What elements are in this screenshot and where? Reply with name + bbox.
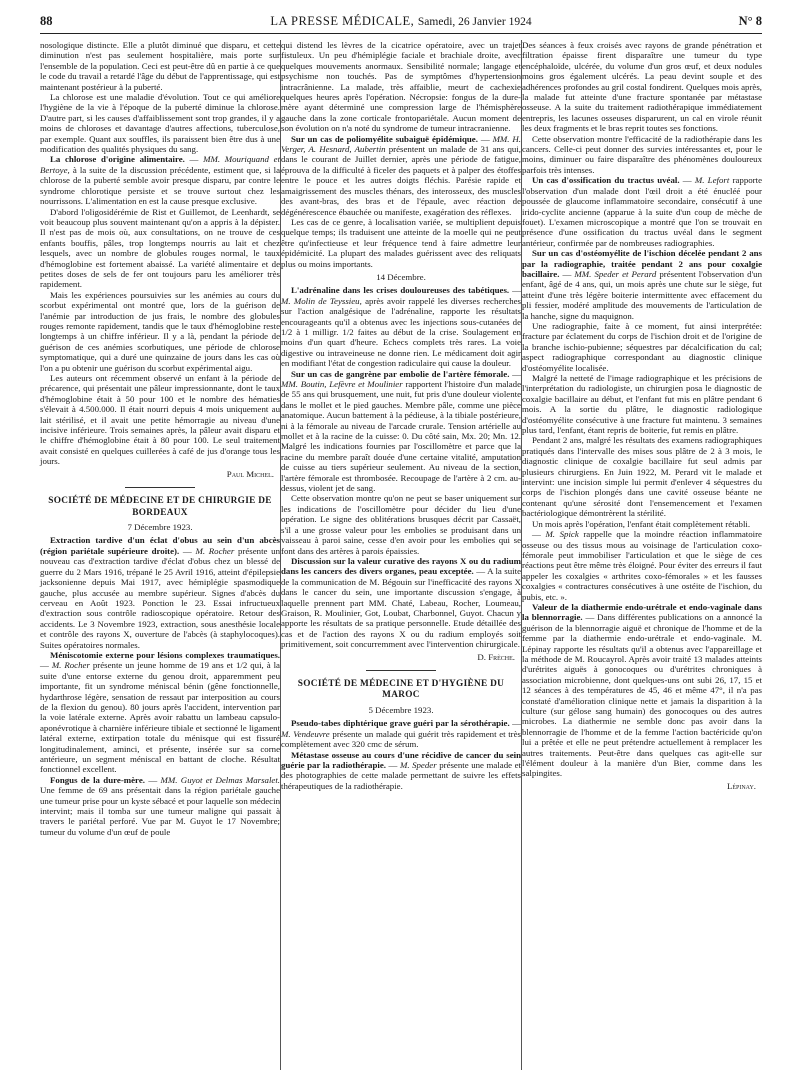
paragraph: Mais les expériences poursuivies sur les anémies au cours du scorbut expérimental ont montré que, lors de la guérison de l'anémie par introduction de jus frais, le nombre des globules rouges remonte rapidement, tandis que le taux d'hémoglobine reste longtemps à un chiffre inférieur. Il y a là, pendant la période de guérison de ces anémies scorbutiques, une période de chlorose symptomatique, qui a duré une quinzaine de jours dans les cas où l'on a pu obtenir une guérison du scorbut expérimental aigu.: [40, 289, 280, 373]
article-body: rapporte l'observation d'un malade dont l'œil droit a été énucléé pour poussée de glaucome inflammatoire secondaire, consécutif à une irido-cyclite ancienne (apparue à la suite d'un coup de mèche de fouet). L'examen microscopique a montré que l'on se trouvait en présence d'une ossification du tractus uvéal dans le segment antérieur, confirmée par de nombreuses radiographies.: [522, 175, 763, 248]
article-title: Pseudo-tabes diphtérique grave guéri par la sérothérapie.: [291, 718, 510, 729]
column-2: [281, 40, 521, 791]
article-authors: M. Rocher: [195, 545, 235, 556]
article-title: Valeur de la diathermie endo-urétrale et endo-vaginale dans la blennorragie.: [522, 601, 762, 623]
paragraph: Extraction tardive d'un éclat d'obus au sein d'un abcès (région pariétale supérieure droite). — M. Rocher présente un nouveau cas d'extraction tardive d'éclat d'obus chez un blessé de guerre du 2 Mars 1916, trépané le 25 Avril 1916, atteint d'épilepsie jacksonienne depuis Mai 1917, avec hémiplégie spasmodique gauche, plus accusée au membre supérieur. Signes d'abcès du cerveau en Août 1923. Ponction le 23. Essai infructueux d'extraction sous contrôle radioscopique opératoire. Retour des accidents. Le 3 Novembre 1923, extraction, sous anesthésie locale et contrôle des rayons X, ouverture de l'abcès (à staphylocoques). Suites opératoires normales.: [40, 535, 281, 650]
paragraph: La chlorose d'origine alimentaire. — MM. Mouriquand et Bertoye, à la suite de la discussion précédente, estiment que, si la chlorose de la puberté semble avoir presque disparu, par contre le syndrome chlorotique persiste et se trouve surtout chez les nourrissons. L'alimentation en est la cause presque exclusive.: [40, 154, 281, 207]
article-title: Sur un cas de gangrène par embolie de l'artère fémorale.: [291, 368, 510, 379]
article-authors: M. Vendeuvre: [281, 728, 330, 739]
paragraph: Un cas d'ossification du tractus uvéal. — M. Lefort rapporte l'observation d'un malade dont l'œil droit a été énucléé pour poussée de glaucome inflammatoire secondaire, consécutif à une irido-cyclite ancienne (apparue à la suite d'un coup de mèche de fouet). L'examen microscopique a montré que l'on se trouvait en présence d'une ossification du tractus uvéal dans le segment antérieur, confirmée par de nombreuses radiographies.: [522, 175, 763, 248]
paragraph: Les auteurs ont récemment observé un enfant à la période de précarence, qui présentait une pâleur impressionnante, dont le taux d'hémoglobine était à 50 pour 100 et le nombre des hématies s'élevait à 4.500.000. Il était nourri depuis 4 mois uniquement au lait stérilisé, et il avait une petite hémorragie au niveau d'une incisive inférieure. Trois semaines après, la pâleur avait disparu et le chiffre d'hémoglobine était à 80 pour 100. Le seul traitement avait consisté en quelques cuillerées à café de jus d'orange tous les jours.: [40, 373, 280, 467]
issue-number: N° 8: [738, 14, 762, 28]
paragraph: Sur un cas de gangrène par embolie de l'artère fémorale. — MM. Boutin, Lefèvre et Moulinier rapportent l'histoire d'un malade de 55 ans qui brusquement, une nuit, fut pris d'une douleur violente dans le mollet et le pied gauches. Membre pâle, comme une pièce anatomique. Aucun battement à la pédieuse, à la tibiale postérieure, ni à la fémorale au niveau de l'arcade crurale. Tension artérielle au mollet et à la racine de la cuisse: 0. Du côté sain, Mx. 20; Mn. 12. Malgré les indications fournies par l'oscillomètre et parce que la racine du membre paraît douée d'une certaine vitalité, amputation de cuisse au tiers supérieur seulement. Au niveau de la section, l'artère fémorale est thrombosée. Recoupage de l'artère à 2 cm. au-dessus, violent jet de sang.: [281, 368, 521, 494]
paragraph: Cette observation montre qu'on ne peut se baser uniquement sur les indications de l'oscillomètre pour décider du lieu d'une opération. Le signe des oblitérations brusques décrit par Cassaët, s'il a une grosse valeur pour les embolies se produisant dans un vaisseau à paroi saine, cesse d'en avoir pour les embolies qui se font dans des artères à parois épaissies.: [281, 493, 521, 556]
paragraph: Malgré la netteté de l'image radiographique et les précisions de l'interprétation du radiologiste, un chirurgien posa le diagnostic de coxalgie bacillaire au début, et l'enfant fut mis en plâtre pendant 6 mois. A la sortie du plâtre, le diagnostic radiologique d'ostéomyélite consécutive à une fracture fut maintenu. 3 semaines plus tard, l'enfant, étant repris de boiterie, fut remis en plâtre.: [522, 373, 762, 436]
paragraph: Pseudo-tabes diphtérique grave guéri par la sérothérapie. — M. Vendeuvre présente un malade qui guérit très rapidement et très complètement avec 320 cmc de sérum.: [281, 718, 521, 750]
article-title: Fongus de la dure-mère.: [50, 774, 145, 785]
section-heading: SOCIÉTÉ DE MÉDECINE ET DE CHIRURGIE DE BORDEAUX: [48, 496, 272, 518]
article-title: La chlorose d'origine alimentaire.: [50, 154, 185, 165]
article-title: Discussion sur la valeur curative des rayons X ou du radium dans les cancers des divers organes, peau exceptée.: [281, 555, 521, 577]
paragraph: — M. Spick rappelle que la moindre réaction inflammatoire osseuse ou des tissus mous au voisinage de l'articulation coxo-fémorale peut immobiliser l'articulation et que le siège de ces réactions peut être même très éloigné. Pour éviter des erreurs il faut appeler les coxalgies « arthrites coxo-fémorales » et les fausses coxalgies « contractures consécutives à une ostéite de l'ischion, du pubis, etc. ».: [522, 529, 762, 602]
article-title: Extraction tardive d'un éclat d'obus au sein d'un abcès (région pariétale supérieure droite).: [40, 535, 280, 556]
article-body: présente un jeune homme de 19 ans et 1/2 qui, à la suite d'une entorse externe du genou droit, apparemment peu importante, fit un syndrome méniscal bénin (gêne fonctionnelle, hydarthrose légère, sensation de ressaut par interposition au cours de la flexion du genou). 80 jours après l'accident, intervention par la voie latérale externe. Après avoir rabattu un lambeau capsulo-aponévrotique à charnière inférieure tibiale et sectionné le ligament latéral externe, extirpation totale du ménisque qui est fissuré longitudinalement, aminci, et présente, insérée sur sa corne antérieure, un segment méniscal en battant de cloche. Résultat fonctionnel excellent.: [40, 660, 280, 775]
paragraph: La chlorose est une maladie d'évolution. Tout ce qui améliore l'hygiène de la vie à l'époque de la puberté diminue la chlorose. D'autre part, si les causes d'affaiblissement sont trop grandes, il y a moins de chloroses et davantage d'autres affections, tuberculose, par exemple. Quant aux souffles, ils paraissent bien être dus à une modification des qualités physiques du sang.: [40, 92, 280, 155]
paragraph: Pendant 2 ans, malgré les résultats des examens radiographiques pratiqués dans l'intervalle des mises sous plâtre de 2 à 3 mois, le diagnostic clinique de coxalgie bacillaire fut seul admis par plusieurs chirurgiens. En Juin 1922, M. Perard vit le malade et intervint: une incision simple lui permit d'enlever 4 séquestres du corps de l'ischion plongés dans une cavité osseuse béante ne contenant qu'une sérosité dont l'ensemencement et l'examen bactériologique démontrèrent la stérilité.: [522, 435, 762, 519]
signature: D. Frèche.: [477, 651, 515, 662]
paragraph: qui distend les lèvres de la cicatrice opératoire, avec un trajet fistuleux. Un peu d'hémiplégie faciale et brachiale droite, avec quelques mouvements anormaux. Sensibilité normale; langage et psychisme non touchés. Pas de symptômes d'hypertension intracrânienne. La malade, très affaiblie, meurt de cachexie quelques heures après l'opération. Nécropsie: fongus de la dure-mère ayant déterminé une compression large de l'hémisphère gauche dans la zone corticale frontopariétale. Aucun moment de son évolution on n'a noté du syndrome de tumeur intracranienne.: [281, 40, 521, 134]
paragraph: Métastase osseuse au cours d'une récidive de cancer du sein guérie par la radiothérapie. — M. Speder présente une malade et des photographies de cette malade permettant de suivre les effets thérapeutiques de la radiothérapie.: [281, 749, 521, 791]
paragraph: Méniscotomie externe pour lésions complexes traumatiques. — M. Rocher présente un jeune homme de 19 ans et 1/2 qui, à la suite d'une entorse externe du genou droit, apparemment peu importante, fit un syndrome méniscal bénin (gêne fonctionnelle, hydarthrose légère, sensation de ressaut par interposition au cours de la flexion du genou). 80 jours après l'accident, intervention par la voie latérale externe. Après avoir rabattu un lambeau capsulo-aponévrotique à charnière inférieure tibiale et sectionné le ligament latéral externe, extirpation totale du ménisque qui est fissuré longitudinalement, aminci, et présente, insérée sur sa corne antérieure, un segment méniscal en battant de cloche. Résultat fonctionnel excellent.: [40, 649, 280, 775]
article-authors: MM. H. Verger, A. Hesnard, Aubertin: [281, 133, 521, 155]
article-authors: MM. Guyot et Delmas Marsalet.: [160, 774, 281, 785]
article-title: Un cas d'ossification du tractus uvéal.: [532, 175, 680, 186]
section-separator: [366, 670, 436, 671]
signature: Lépinay.: [726, 780, 756, 791]
paragraph: Les cas de ce genre, à localisation variée, se multiplient depuis quelque temps; ils traduisent une atteinte de la moelle qui ne peut être qu'infectieuse et leur fréquence tend à faire admettre leur épidémicité. La plupart des malades guérissent avec des reliquats plus ou moins importants.: [281, 216, 521, 269]
article-body: présente une malade et des photographies de cette malade permettant de suivre les effets thérapeutiques de la radiothérapie.: [281, 760, 521, 791]
article-authors: M. Lefort: [694, 175, 730, 186]
paragraph: Valeur de la diathermie endo-urétrale et endo-vaginale dans la blennorragie. — Dans différentes publications on a annoncé la guérison de la blennorragie aiguë et chronique de l'homme et de la femme par la diathermie endo-urétrale et endo-vaginale. M. Lépinay rapporte les résultats qu'il a obtenus avec l'appareillage et la méthode de M. Roucayrol. Après avoir traité 13 malades atteints d'urétrites aiguës à gonocoques ou d'urétrites chroniques à association microbienne, dont quelques-uns ont subi 26, 17, 15 et 12 séances à des températures de 45, 46 et même 47°, il n'a pas constaté d'amélioration clinique nette et jamais la disparition à la culture (sur gélose sang humain) des gonocoques ou des autres microbes. La diathermie ne semble donc pas avoir dans la blennorragie de l'homme et de la femme l'action bactéricide qu'on lui a prêtée et elle ne peut prétendre actuellement à remplacer les autres traitements. Peut-être dans quelques cas agit-elle sur l'élément douleur à la manière d'un Bier, comme dans les salpingites.: [522, 601, 763, 779]
page-number: 88: [40, 14, 53, 28]
article-authors: M. Speder: [399, 760, 437, 770]
article-body: Dans différentes publications on a annoncé la guérison de la blennorragie aiguë et chronique de l'homme et de la femme par la diathermie endo-urétrale et endo-vaginale. M. Lépinay rapporte les résultats qu'il a obtenus avec l'appareillage et la méthode de M. Roucayrol. Après avoir traité 13 malades atteints d'urétrites aiguës à gonocoques ou d'urétrites chroniques à association microbienne, dont quelques-uns ont subi 26, 17, 15 et 12 séances à des températures de 45, 46 et même 47°, il n'a pas constaté d'amélioration clinique nette et jamais la disparition à la culture (sur gélose sang humain) des gonocoques ou des autres microbes. La diathermie ne semble donc pas avoir dans la blennorragie de l'homme et de la femme l'action bactéricide qu'on lui a prêtée et elle ne peut prétendre actuellement à remplacer les autres traitements. Peut-être dans quelques cas agit-elle sur l'élément douleur à la manière d'un Bier, comme dans les salpingites.: [522, 612, 763, 779]
article-authors: MM. Mouriquand et Bertoye,: [40, 154, 281, 175]
paragraph: Un mois après l'opération, l'enfant était complètement rétabli.: [532, 518, 751, 529]
section-separator: [125, 487, 195, 488]
issue-date: Samedi, 26 Janvier 1924: [417, 16, 532, 28]
article-body: présentent un malade de 31 ans qui, dans le courant de Juillet dernier, après une période de fatigue, éprouva de la difficulté à ficeler des paquets et à palper des étoffes entre le pouce et les autres doigts fléchis. Parésie rapide et amaigrissement des muscles thénars, des interosseux, des muscles des avant-bras, des bras et de l'épaule, avec réaction de dégénérescence ébauchée ou manifeste, exagération des réflexes.: [281, 144, 521, 217]
article-body: présente un malade qui guérit très rapidement et très complètement avec 320 cmc de sérum.: [281, 728, 521, 750]
article-authors: MM. Boutin, Lefèvre et Moulinier: [281, 379, 403, 389]
paragraph: Sur un cas d'ostéomyélite de l'ischion décelée pendant 2 ans par la radiographie, traitée pendant 2 ans pour coxalgie bacillaire. — MM. Speder et Perard présentent l'observation d'un enfant, âgé de 4 ans, qui, un mois après une chute sur le siège, fut atteint d'une très légère boiterie intermittente avec effacement du pli fessier, modéré amplitude des mouvements de l'articulation de la hanche, signe du maquignon.: [522, 248, 763, 321]
paragraph: D'abord l'oligosidérémie de Rist et Guillemot, de Leenhardt, se voit beaucoup plus souvent maintenant qu'on a appris à la dépister. Il n'est pas de mois où, aux consultations, on ne trouve de ces enfants bouffis, pâles, trop longtemps nourris au lait et chez lesquels, avec un nombre de globules rouges normal, le taux d'hémoglobine est fortement abaissé. La variété alimentaire et de petites doses de sels de fer ont toujours paru les améliorer très rapidement.: [40, 206, 280, 290]
paragraph: L'adrénaline dans les crises douloureuses des tabétiques. — M. Molin de Teyssieu, après avoir rappelé les diverses recherches sur l'action analgésique de l'adrénaline, rapporte les résultats encourageants qu'il a obtenus avec les injections sous-cutanées de 1/2 à 1 milligr. 1/2 faites au début de la crise. Soulagement en moins d'un quart d'heure. Echecs complets très rares. La voie digestive ou intraveineuse ne donne rien. Le médicament doit agir en modifiant l'état de congestion radiculaire qui cause la douleur.: [281, 285, 521, 369]
session-date: 14 Décembre.: [376, 271, 426, 282]
article-title: Méniscotomie externe pour lésions complexes traumatiques.: [50, 649, 280, 660]
article-authors: M. Rocher: [51, 660, 90, 671]
article-title: L'adrénaline dans les crises douloureuses des tabétiques.: [291, 285, 510, 296]
paragraph: Une radiographie, faite à ce moment, fut ainsi interprétée: fracture par éclatement du corps de l'ischion droit et de l'origine de la branche ischio-pubienne; séquestres par décalcification du cal; aspect radiographique correspondant au diagnostic clinique d'ostéomyélite localisée.: [522, 320, 762, 373]
article-body: présente un nouveau cas d'extraction tardive d'éclat d'obus chez un blessé de guerre du 2 Mars 1916, trépané le 25 Avril 1916, atteint d'épilepsie jacksonienne depuis Mai 1917, avec hémiplégie spasmodique gauche, plus accusée au membre supérieur. Signes d'abcès du cerveau en Août 1923. Ponction le 23. Essai infructueux d'extraction sous contrôle radioscopique opératoire. Retour des accidents. Le 3 Novembre 1923, extraction, sous anesthésie locale et contrôle des rayons X, ouverture de l'abcès (à staphylocoques). Suites opératoires normales.: [40, 545, 281, 650]
article-body: Une femme de 69 ans présentait dans la région pariétale gauche une tumeur prise pour un kyste sébacé et pour laquelle son médecin intervint; mais il tomba sur une tumeur maligne qui passait à travers le pariétal perforé. Vue par M. Guyot le 17 Novembre; tumeur du volume d'un œuf de poule: [40, 785, 280, 837]
column-1: [40, 40, 280, 837]
article-body: rappelle que la moindre réaction inflammatoire osseuse ou des tissus mous au voisinage de l'articulation coxo-fémorale peut immobiliser l'articulation et que le siège de ces réactions peut être même très éloigné. Pour éviter des erreurs il faut appeler les coxalgies « arthrites coxo-fémorales » et les fausses coxalgies « contractures consécutives à une ostéite de l'ischion, du pubis, etc. ».: [522, 529, 762, 602]
article-body: rapportent l'histoire d'un malade de 55 ans qui brusquement, une nuit, fut pris d'une douleur violente dans le mollet et le pied gauches. Membre pâle, comme une pièce anatomique. Aucun battement à la pédieuse, à la tibiale postérieure, ni à la fémorale au niveau de l'arcade crurale. Tension artérielle au mollet et à la racine de la cuisse: 0. Du côté sain, Mx. 20; Mn. 12. Malgré les indications fournies par l'oscillomètre et parce que la racine du membre paraît douée d'une certaine vitalité, amputation de cuisse au tiers supérieur seulement. Au niveau de la section, l'artère fémorale est thrombosée. Recoupage de l'artère à 2 cm. au-dessus, violent jet de sang.: [281, 379, 521, 494]
article-authors: MM. Speder et Perard: [574, 268, 657, 279]
paragraph: Cette observation montre l'efficacité de la radiothérapie dans les cancers. Celle-ci peut donner des survies intéressantes et, pour le moins, diminuer ou faire disparaître des phénomènes douloureux parfois très intenses.: [522, 133, 762, 175]
section-heading: SOCIÉTÉ DE MÉDECINE ET D'HYGIÈNE DU MAROC: [297, 678, 505, 701]
journal-title: LA PRESSE MÉDICALE,: [270, 14, 415, 28]
article-title: Sur un cas d'ostéomyélite de l'ischion décelée pendant 2 ans par la radiographie, traitée pendant 2 ans pour coxalgie bacillaire.: [522, 248, 762, 279]
header-rule: [40, 33, 762, 34]
session-date: 7 Décembre 1923.: [127, 522, 193, 533]
article-body: A la suite de la communication de M. Bégouin sur l'inefficacité des rayons X dans le cancer du sein, une importante discussion s'engage, à laquelle prennent part MM. Chaté, Labeau, Rocher, Loumeau, Graison, R. Moulinier, Got, Loubat, Charbonnel, Guyot. Chacun y apporte les résultats de sa pratique personnelle. Etude détaillée des cas et de l'action des rayons X ou du radium employés soit primitivement, soit concurremment avec l'intervention chirurgicale.: [281, 566, 522, 650]
session-date: 5 Décembre 1923.: [368, 704, 434, 715]
paragraph: Discussion sur la valeur curative des rayons X ou du radium dans les cancers des divers organes, peau exceptée. — A la suite de la communication de M. Bégouin sur l'inefficacité des rayons X dans le cancer du sein, une importante discussion s'engage, à laquelle prennent part MM. Chaté, Labeau, Rocher, Loumeau, Graison, R. Moulinier, Got, Loubat, Charbonnel, Guyot. Chacun y apporte les résultats de sa pratique personnelle. Etude détaillée des cas et de l'action des rayons X ou du radium employés soit primitivement, soit concurremment avec l'intervention chirurgicale.: [281, 555, 522, 650]
paragraph: Des séances à feux croisés avec rayons de grande pénétration et filtration épaisse firent disparaître une tumeur du type encéphaloïde, ulcérée, du volume d'un gros œuf, et deux nodules moins gros également ulcérés. La peau devint souple et des adhérences profondes au gril costal fondirent. Quelques mois après, la malade fut atteinte d'une fracture spontanée par métastase osseuse. A la suite du traitement radiothérapique immédiatement entrepris, les lacunes osseuses disparurent, un cal en virole réunit les deux fragments et le bras reprit toutes ses fonctions.: [522, 40, 762, 134]
article-authors: M. Spick: [545, 529, 579, 540]
article-body: présentent l'observation d'un enfant, âgé de 4 ans, qui, un mois après une chute sur le siège, fut atteint d'une très légère boiterie intermittente avec effacement du pli fessier, modéré amplitude des mouvements de l'articulation de la hanche, signe du maquignon.: [522, 268, 763, 321]
paragraph: Sur un cas de poliomyélite subaiguë épidémique. — MM. H. Verger, A. Hesnard, Aubertin présentent un malade de 31 ans qui, dans le courant de Juillet dernier, après une période de fatigue, éprouva de la difficulté à ficeler des paquets et à palper des étoffes entre le pouce et les autres doigts fléchis. Parésie rapide et amaigrissement des muscles thénars, des interosseux, des muscles des avant-bras, des bras et de l'épaule, avec réaction de dégénérescence ébauchée ou manifeste, exagération des réflexes.: [281, 133, 521, 217]
running-title: [40, 14, 762, 29]
article-title: Sur un cas de poliomyélite subaiguë épidémique.: [291, 133, 478, 144]
article-authors: M. Molin de Teyssieu,: [281, 295, 362, 306]
article-body: après avoir rappelé les diverses recherches sur l'action analgésique de l'adrénaline, rapporte les résultats encourageants qu'il a obtenus avec les injections sous-cutanées de 1/2 à 1 milligr. 1/2 faites au début de la crise. Soulagement en moins d'un quart d'heure. Echecs complets très rares. La voie digestive ou intraveineuse ne donne rien. Le médicament doit agir en modifiant l'état de congestion radiculaire qui cause la douleur.: [281, 295, 521, 369]
column-3: [522, 40, 762, 791]
signature: Paul Michel.: [226, 468, 274, 479]
article-body: à la suite de la discussion précédente, estiment que, si la chlorose de la puberté semble avoir presque disparu, par contre le syndrome chlorotique persiste et se trouve surtout chez les nourrissons. L'alimentation en est la cause presque exclusive.: [40, 164, 280, 207]
article-title: Métastase osseuse au cours d'une récidive de cancer du sein guérie par la radiothérapie.: [281, 749, 521, 770]
paragraph: Fongus de la dure-mère. — MM. Guyot et Delmas Marsalet. Une femme de 69 ans présentait dans la région pariétale gauche une tumeur prise pour un kyste sébacé et pour laquelle son médecin intervint; mais il tomba sur une tumeur maligne qui passait à travers le pariétal perforé. Vue par M. Guyot le 17 Novembre; tumeur du volume d'un œuf de poule: [40, 774, 281, 837]
paragraph: nosologique distincte. Elle a plutôt diminué que disparu, et cette diminution n'est pas seulement hospitalière, mais porte sur l'ensemble de la population. Ceci est peut-être dû en partie à ce que le code du travail a retardé l'âge du début de l'apprentissage, qui est maintenant postérieur à la puberté.: [40, 40, 280, 92]
